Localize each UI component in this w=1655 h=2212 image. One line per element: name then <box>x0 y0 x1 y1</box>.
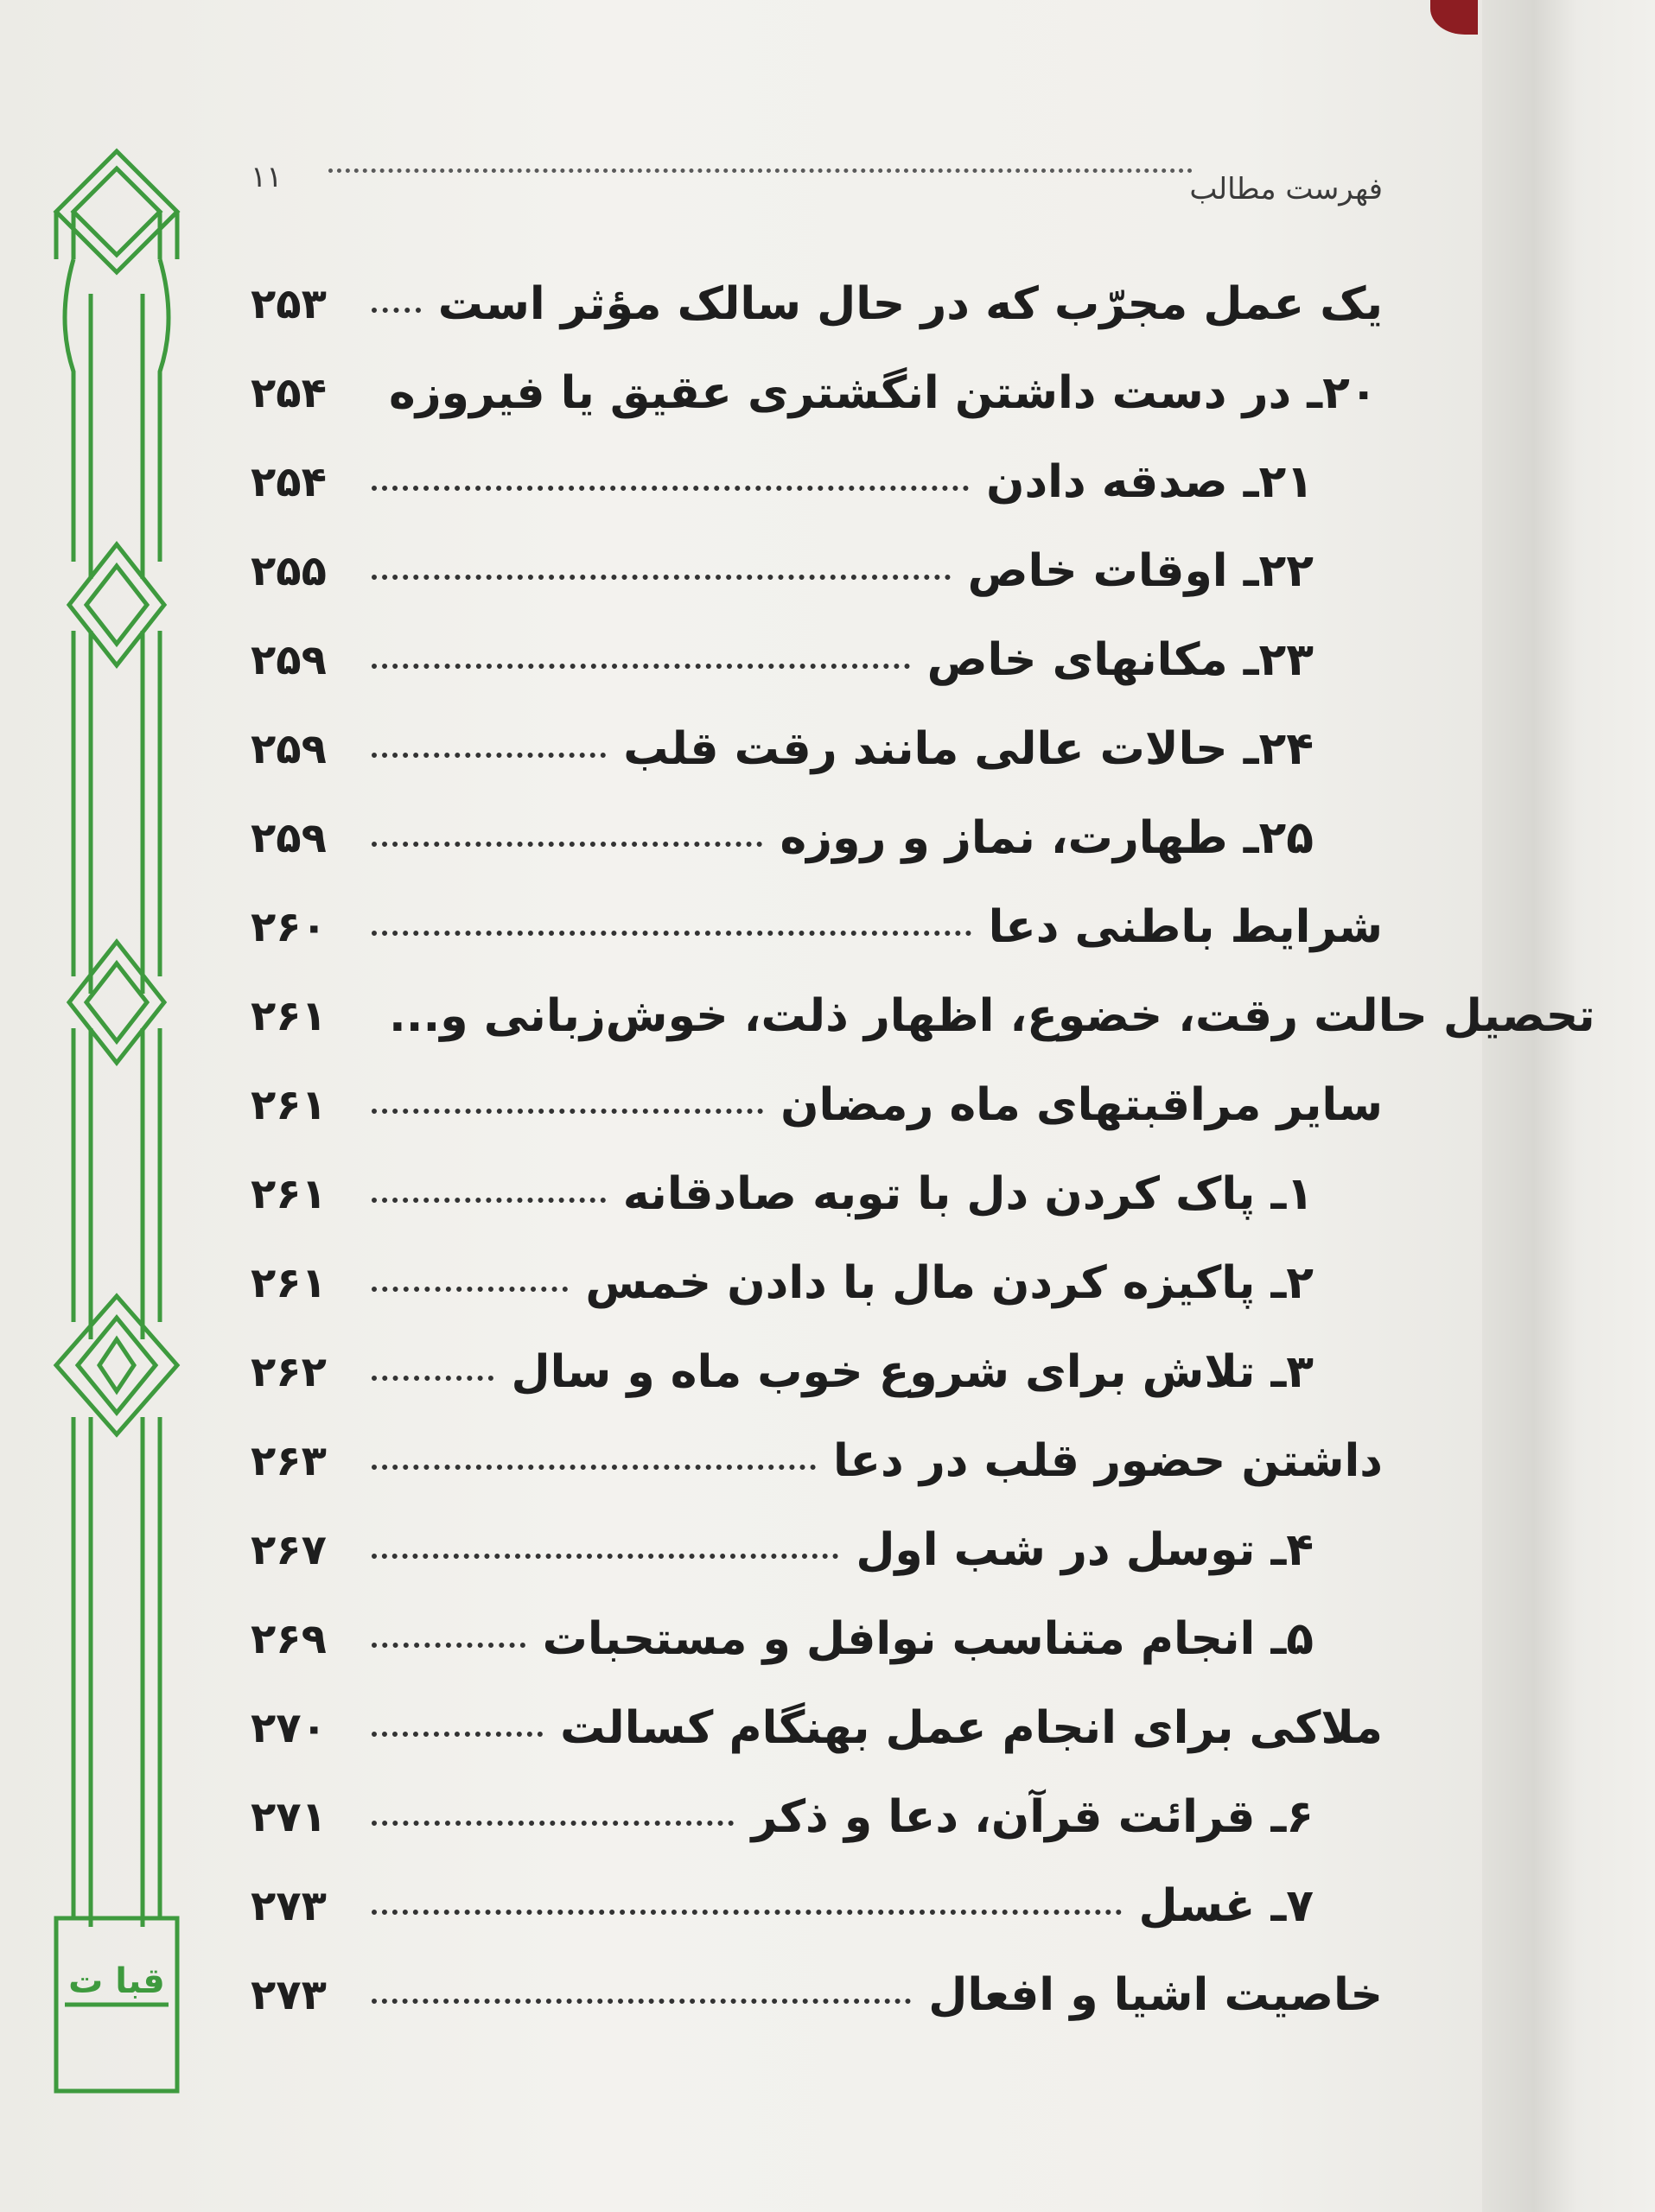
toc-leader-dots <box>372 931 971 936</box>
toc-page-number: ۲۷۱ <box>251 1792 327 1841</box>
running-header <box>251 160 1383 212</box>
toc-entry-title: تحصیل حالت رقت، خضوع، اظهار ذلت، خوش‌زبانی و... <box>389 989 1595 1042</box>
ornament-label: قبا ت <box>68 1961 165 2001</box>
toc-leader-dots <box>372 1999 911 2004</box>
toc-entry <box>251 437 1383 526</box>
toc-entry-title: ۲۲ـ اوقات خاص <box>967 544 1314 597</box>
toc-page-number: ۲۶۱ <box>251 1080 327 1129</box>
toc-entry <box>251 704 1383 793</box>
toc-entry-title: ۳ـ تلاش برای شروع خوب ماه و سال <box>511 1345 1314 1398</box>
toc-entry-title: ۴ـ توسل در شب اول <box>856 1523 1314 1576</box>
toc-entry <box>251 348 1383 437</box>
toc-entry-title: ۲۱ـ صدقه دادن <box>986 455 1314 508</box>
toc-entry-title: ۲۵ـ طهارت، نماز و روزه <box>780 811 1314 864</box>
toc-page-number: ۲۶۲ <box>251 1347 327 1396</box>
toc-entry-title: ۲۰ـ در دست داشتن انگشتری عقیق یا فیروزه <box>389 366 1378 419</box>
red-cover-corner <box>1430 0 1478 35</box>
toc-entry <box>251 259 1383 348</box>
toc-page-number: ۲۷۰ <box>251 1703 327 1752</box>
toc-entry-title: یک عمل مجرّب که در حال سالک مؤثر است <box>437 277 1383 330</box>
toc-page-number: ۲۶۱ <box>251 991 327 1040</box>
toc-page-number: ۲۶۹ <box>251 1614 327 1663</box>
toc-entry <box>251 971 1595 1060</box>
toc-page-number: ۲۵۴ <box>251 368 327 417</box>
toc-entry <box>251 526 1383 615</box>
toc-page-number: ۲۷۳ <box>251 1970 327 2019</box>
toc-entry <box>251 1060 1383 1149</box>
toc-page-number: ۲۶۷ <box>251 1525 327 1574</box>
header-page-number: ۱۱ <box>251 160 283 194</box>
toc-entry <box>251 1327 1383 1416</box>
toc-entry-title: ۷ـ غسل <box>1138 1879 1314 1932</box>
toc-page-number: ۲۵۹ <box>251 813 327 862</box>
toc-entry <box>251 1772 1383 1861</box>
toc-entry-title: ۲۳ـ مکانهای خاص <box>926 633 1314 686</box>
toc-leader-dots <box>372 1910 1122 1915</box>
book-spine-shadow <box>1482 0 1655 2212</box>
toc-entry-title: ۵ـ انجام متناسب نوافل و مستحبات <box>542 1612 1314 1665</box>
toc-entry <box>251 1594 1383 1683</box>
toc-page-number: ۲۵۵ <box>251 546 327 595</box>
toc-entry <box>251 1505 1383 1594</box>
toc-leader-dots <box>372 1465 816 1470</box>
toc-page-number: ۲۶۳ <box>251 1436 327 1485</box>
toc-entry <box>251 882 1383 971</box>
toc-leader-dots <box>372 842 762 847</box>
header-title: فهرست مطالب <box>1189 172 1383 207</box>
toc-leader-dots <box>372 1643 525 1648</box>
toc-entry <box>251 1238 1383 1327</box>
toc-leader-dots <box>372 486 969 491</box>
toc-leader-dots <box>372 1376 493 1381</box>
toc-entry-title: سایر مراقبتهای ماه رمضان <box>780 1078 1383 1131</box>
toc-leader-dots <box>372 1732 543 1737</box>
toc-leader-dots <box>372 664 910 669</box>
toc-entry-title: داشتن حضور قلب در دعا <box>832 1434 1383 1487</box>
toc-entry-title: شرایط باطنی دعا <box>988 900 1383 953</box>
toc-entry-title: ۱ـ پاک کردن دل با توبه صادقانه <box>622 1167 1314 1220</box>
toc-leader-dots <box>372 753 606 758</box>
toc-leader-dots <box>372 575 951 580</box>
toc-entry-title: ۶ـ قرائت قرآن، دعا و ذکر <box>751 1790 1314 1843</box>
green-ornament-border <box>48 147 186 2100</box>
toc-leader-dots <box>372 1287 568 1292</box>
header-leader-dots <box>328 168 1193 173</box>
toc-page-number: ۲۵۳ <box>251 279 327 328</box>
toc-entry-title: ۲۴ـ حالات عالی مانند رقت قلب <box>623 722 1314 775</box>
toc-page-number: ۲۶۱ <box>251 1169 327 1218</box>
toc-entry <box>251 1416 1383 1505</box>
toc-leader-dots <box>372 1198 606 1203</box>
toc-leader-dots <box>372 1554 838 1559</box>
toc-entry-title: خاصیت اشیا و افعال <box>928 1968 1383 2021</box>
toc-page-number: ۲۶۰ <box>251 902 327 951</box>
toc-leader-dots <box>372 308 421 313</box>
toc-leader-dots <box>372 1109 763 1114</box>
toc-entry <box>251 1149 1383 1238</box>
toc-entry <box>251 793 1383 882</box>
toc-entry <box>251 1683 1383 1772</box>
toc-entry <box>251 615 1383 704</box>
table-of-contents <box>251 259 1595 2039</box>
toc-page-number: ۲۵۹ <box>251 724 327 773</box>
toc-page-number: ۲۷۳ <box>251 1881 327 1930</box>
toc-entry-title: ملاکی برای انجام عمل بهنگام کسالت <box>560 1701 1383 1754</box>
toc-page-number: ۲۶۱ <box>251 1258 327 1307</box>
toc-entry <box>251 1950 1383 2039</box>
toc-entry <box>251 1861 1383 1950</box>
toc-entry-title: ۲ـ پاکیزه کردن مال با دادن خمس <box>585 1256 1314 1309</box>
toc-page-number: ۲۵۴ <box>251 457 327 506</box>
toc-page-number: ۲۵۹ <box>251 635 327 684</box>
toc-leader-dots <box>372 1821 734 1826</box>
